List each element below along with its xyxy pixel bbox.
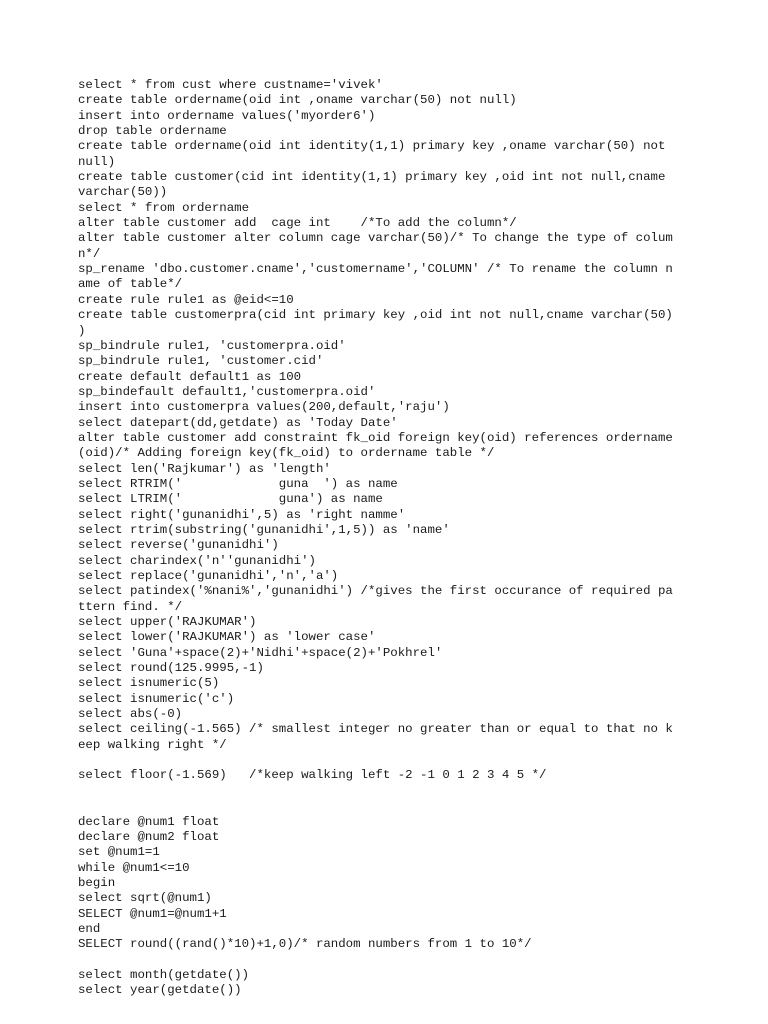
code-line: select charindex('n''gunanidhi') bbox=[78, 553, 316, 568]
code-line bbox=[78, 953, 718, 968]
code-line: declare @num2 float bbox=[78, 829, 220, 844]
code-line: select floor(-1.569) /*keep walking left -2 -1 0 1 2 3 4 5 */ bbox=[78, 768, 547, 783]
code-line: select round(125.9995,-1) bbox=[78, 661, 264, 676]
code-line: select year(getdate()) bbox=[78, 983, 242, 998]
code-line: select isnumeric('c') bbox=[78, 691, 235, 706]
code-line: select RTRIM(' guna ') as name bbox=[78, 476, 398, 491]
code-line: sp_rename 'dbo.customer.cname','customername','COLUMN' /* To rename the column n bbox=[78, 262, 673, 277]
code-line: declare @num1 float bbox=[78, 814, 220, 829]
code-line: SELECT @num1=@num1+1 bbox=[78, 906, 227, 921]
code-line: ) bbox=[78, 323, 86, 338]
code-line: SELECT round((rand()*10)+1,0)/* random numbers from 1 to 10*/ bbox=[78, 937, 532, 952]
code-line: create table customerpra(cid int primary key ,oid int not null,cname varchar(50) bbox=[78, 308, 673, 323]
code-line: eep walking right */ bbox=[78, 737, 227, 752]
code-line bbox=[78, 784, 718, 799]
code-line: sp_bindefault default1,'customerpra.oid' bbox=[78, 384, 376, 399]
code-line: select LTRIM(' guna') as name bbox=[78, 492, 383, 507]
code-line: select patindex('%nani%','gunanidhi') /*gives the first occurance of required pa bbox=[78, 584, 673, 599]
code-line: select rtrim(substring('gunanidhi',1,5)) as 'name' bbox=[78, 522, 450, 537]
code-line: end bbox=[78, 921, 101, 936]
code-line bbox=[78, 799, 718, 814]
code-line: begin bbox=[78, 875, 116, 890]
code-line: drop table ordername bbox=[78, 124, 227, 139]
code-line: create table customer(cid int identity(1,1) primary key ,oid int not null,cname bbox=[78, 170, 666, 185]
code-line: select isnumeric(5) bbox=[78, 676, 220, 691]
code-line: select sqrt(@num1) bbox=[78, 891, 212, 906]
code-line: select * from cust where custname='vivek' bbox=[78, 78, 383, 92]
code-line: select len('Rajkumar') as 'length' bbox=[78, 461, 331, 476]
sql-document bbox=[78, 78, 718, 999]
code-line: sp_bindrule rule1, 'customerpra.oid' bbox=[78, 338, 346, 353]
code-line: ame of table*/ bbox=[78, 277, 183, 292]
code-line: select reverse('gunanidhi') bbox=[78, 538, 279, 553]
code-line: select lower('RAJKUMAR') as 'lower case' bbox=[78, 630, 376, 645]
code-line: n*/ bbox=[78, 246, 101, 261]
code-line: select datepart(dd,getdate) as 'Today Date' bbox=[78, 415, 398, 430]
code-line: varchar(50)) bbox=[78, 185, 168, 200]
code-line: alter table customer alter column cage varchar(50)/* To change the type of colum bbox=[78, 231, 673, 246]
code-line: null) bbox=[78, 154, 116, 169]
code-line: create table ordername(oid int identity(1,1) primary key ,oname varchar(50) not bbox=[78, 139, 666, 154]
code-line: create default default1 as 100 bbox=[78, 369, 302, 384]
code-line: alter table customer add constraint fk_oid foreign key(oid) references ordername bbox=[78, 430, 673, 445]
code-line: create rule rule1 as @eid<=10 bbox=[78, 292, 294, 307]
code-line: create table ordername(oid int ,oname varchar(50) not null) bbox=[78, 93, 517, 108]
code-line: set @num1=1 bbox=[78, 845, 160, 860]
code-line: select 'Guna'+space(2)+'Nidhi'+space(2)+'Pokhrel' bbox=[78, 645, 443, 660]
code-line: ttern find. */ bbox=[78, 599, 183, 614]
code-line: (oid)/* Adding foreign key(fk_oid) to ordername table */ bbox=[78, 446, 495, 461]
code-line bbox=[78, 753, 718, 768]
code-line: alter table customer add cage int /*To add the column*/ bbox=[78, 216, 517, 231]
code-line: insert into customerpra values(200,default,'raju') bbox=[78, 400, 450, 415]
code-line: select replace('gunanidhi','n','a') bbox=[78, 569, 339, 583]
code-line: select ceiling(-1.565) /* smallest integer no greater than or equal to that no k bbox=[78, 722, 673, 737]
code-line: select abs(-0) bbox=[78, 707, 183, 722]
code-line: insert into ordername values('myorder6') bbox=[78, 108, 376, 123]
code-line: select month(getdate()) bbox=[78, 967, 250, 982]
code-line: while @num1<=10 bbox=[78, 860, 190, 875]
code-line: select * from ordername bbox=[78, 200, 250, 215]
code-line: sp_bindrule rule1, 'customer.cid' bbox=[78, 354, 324, 369]
code-line: select upper('RAJKUMAR') bbox=[78, 615, 257, 630]
code-line: select right('gunanidhi',5) as 'right namme' bbox=[78, 507, 406, 522]
